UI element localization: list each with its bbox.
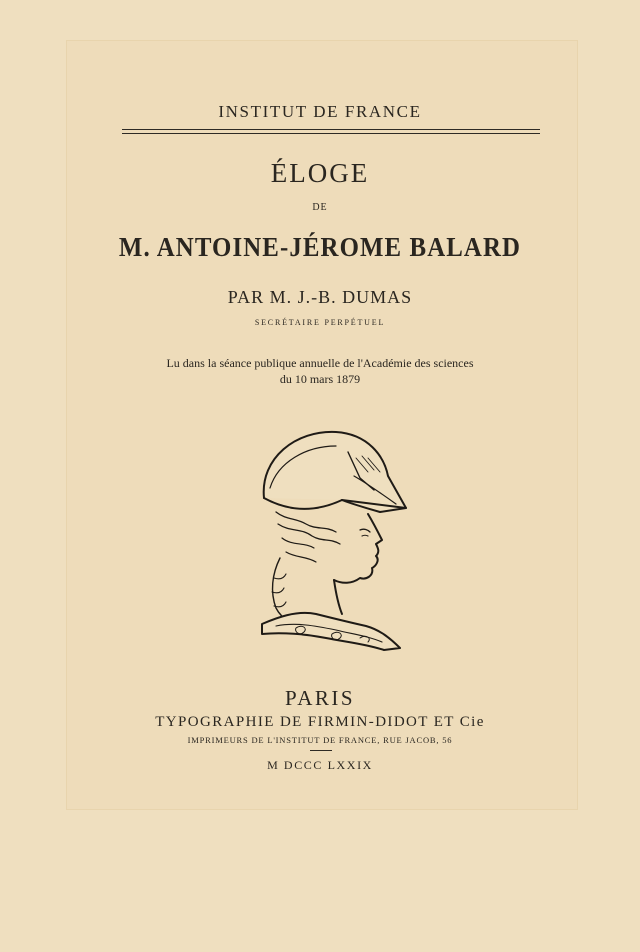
imprint-divider xyxy=(310,750,332,751)
imprint-city: PARIS xyxy=(284,686,356,710)
author-byline: PAR M. J.-B. DUMAS xyxy=(227,287,413,307)
subject-name: M. ANTOINE-JÉROME BALARD xyxy=(118,232,522,262)
header-rule-thin xyxy=(122,133,540,134)
imprint-address: IMPRIMEURS DE L'INSTITUT DE FRANCE, RUE JACOB, 56 xyxy=(187,735,453,745)
occasion-line: Lu dans la séance publique annuelle de l'Académie des sciences xyxy=(166,356,474,370)
imprint-year: M DCCC LXXIX xyxy=(267,758,373,772)
header-rule xyxy=(122,129,540,130)
title-connector: DE xyxy=(312,202,328,213)
author-role: SECRÉTAIRE PERPÉTUEL xyxy=(254,318,386,327)
document-title: ÉLOGE xyxy=(270,158,370,188)
occasion-date: du 10 mars 1879 xyxy=(279,372,361,386)
institution-heading: INSTITUT DE FRANCE xyxy=(218,102,422,121)
minerva-helmeted-head-icon xyxy=(256,428,416,654)
imprint-printer: TYPOGRAPHIE DE FIRMIN-DIDOT ET Cie xyxy=(155,714,485,730)
